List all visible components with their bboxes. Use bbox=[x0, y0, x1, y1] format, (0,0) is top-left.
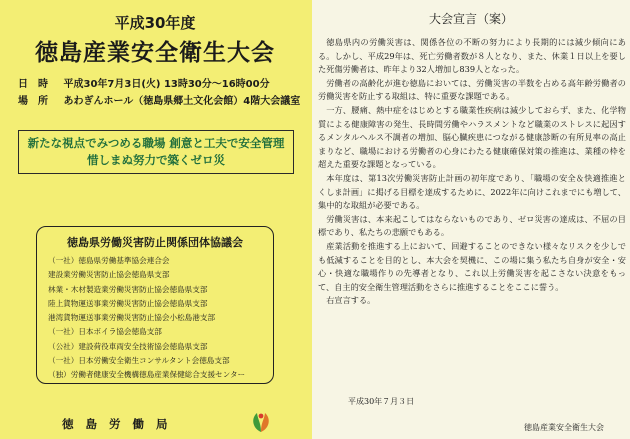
venue-value: あわぎんホール（徳島県郷土文化会館）4階大会議室 bbox=[63, 96, 301, 107]
association-member: 林業・木材製造業労働災害防止協会徳島県支部 bbox=[48, 284, 208, 294]
date-row bbox=[18, 76, 300, 93]
event-title: 徳島産業安全衛生大会 bbox=[35, 40, 275, 66]
declaration-paragraph: 産業活動を推進する上において、回避することのできない様々なリスクを少しでも低減することを目的とし、本大会を契機に、この場に集う私たち自身が安全・安心・快適な職場作りの先導者となり、これ以上労働災害を起こさない決意をもって、自主的安全衛生管理活動をさらに推進することをここに誓う。 bbox=[318, 240, 626, 292]
association-member: （一社）徳島県労働基準協会連合会 bbox=[48, 256, 170, 265]
declaration-paragraph: 一方、腰痛、熱中症をはじめとする職業性疾病は減少しておらず、また、化学物質による健康障害の発生、長時間労働やハラスメントなど職業のストレスに起因するメンタルヘルス不調者の増加、脳心臓疾患につながる健康診断の有所見率の高止まりなど、職場における労働者の心身にわたる健康確保対策の推進は、業種の枠を超えた重要な課題となっている。 bbox=[318, 104, 626, 170]
association-member: （公社）建設荷役車両安全技術協会徳島県支部 bbox=[48, 341, 208, 351]
declaration-body bbox=[318, 36, 626, 308]
declaration-paragraph: 徳島県内の労働災害は、関係各位の不断の努力により長期的には減少傾向にある。しかし、平成29年は、死亡労働者数が８人となり、また、休業１日以上を要した死傷労働者は、昨年より32人増加し839人となった。 bbox=[318, 37, 626, 75]
association-member: 陸上貨物運送事業労働災害防止協会徳島県支部 bbox=[48, 298, 208, 308]
declaration-date: 平成30年７月３日 bbox=[348, 397, 415, 406]
bureau-logo-icon bbox=[248, 410, 274, 434]
date-label: 日 時 bbox=[18, 79, 48, 90]
date-value: 平成30年7月3日(火) 13時30分～16時00分 bbox=[63, 79, 270, 90]
declaration-panel bbox=[312, 0, 630, 439]
venue-label: 場 所 bbox=[18, 96, 48, 107]
association-member: （独）労働者健康安全機構徳島産業保健総合支援センター bbox=[48, 370, 246, 380]
declaration-paragraph: 右宣言する。 bbox=[326, 295, 376, 306]
event-year: 平成30年度 bbox=[114, 14, 196, 32]
venue-row bbox=[18, 93, 300, 110]
association-member: （一社）日本ボイラ協会徳島支部 bbox=[48, 327, 162, 337]
association-member: 建設業労働災害防止協会徳島県支部 bbox=[48, 270, 170, 280]
association-list bbox=[48, 254, 266, 383]
slogan-box bbox=[18, 130, 294, 174]
slogan-line: 惜しまぬ努力で築くゼロ災 bbox=[87, 153, 225, 167]
association-member: 港湾貨物運送事業労働災害防止協会小松島港支部 bbox=[48, 313, 216, 323]
association-member: （一社）日本労働安全衛生コンサルタント会徳島支部 bbox=[48, 356, 230, 366]
association-box bbox=[36, 226, 274, 384]
labor-bureau-name: 徳島労働局 bbox=[62, 417, 180, 431]
declaration-paragraph: 本年度は、第13次労働災害防止計画の初年度であり、「職場の安全＆快適推進とくしま計画」に掲げる目標を達成するために、2022年に向けこれまでにも増して、集中的な取組が必要である。 bbox=[318, 172, 626, 211]
declaration-organization: 徳島産業安全衛生大会 bbox=[524, 423, 604, 432]
declaration-title: 大会宣言（案） bbox=[428, 12, 513, 26]
declaration-paragraph: 労働者の高齢化が進む徳島においては、労働災害の半数を占める高年齢労働者の労働災害を防止する取組は、特に重要な課題である。 bbox=[318, 77, 626, 102]
event-info bbox=[18, 76, 300, 110]
slogan-line: 新たな視点でみつめる職場 創意と工夫で安全管理 bbox=[27, 136, 285, 150]
association-title: 徳島県労働災害防止関係団体協議会 bbox=[67, 236, 243, 249]
left-panel bbox=[0, 0, 310, 439]
declaration-paragraph: 労働災害は、本来起こしてはならないものであり、ゼロ災害の達成は、不屈の目標であり、私たちの悲願でもある。 bbox=[318, 213, 626, 238]
